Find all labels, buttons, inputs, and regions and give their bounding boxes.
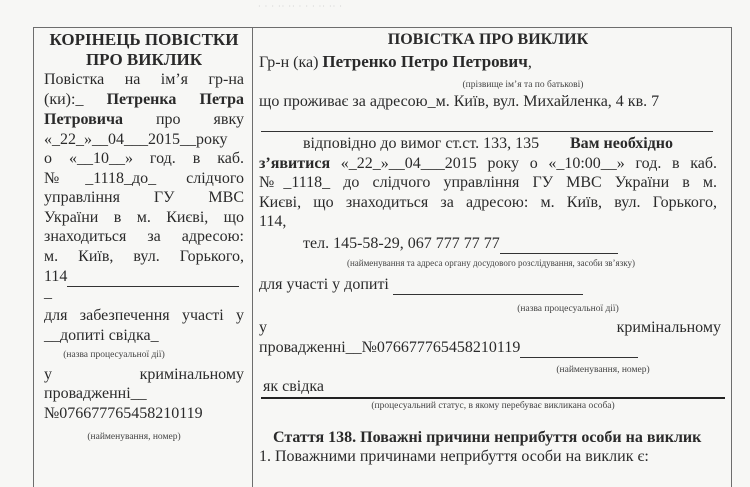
stub-office: №_1118_до_ слідчого — [44, 170, 244, 187]
stub-purpose: для забезпечення участі у — [44, 307, 244, 324]
stub-time: о «__10__» год. в каб. — [44, 150, 244, 167]
caption-status: (процесуальний статус, в якому перебуває викликана особа) — [371, 401, 615, 411]
stub-title-line2: ПРО ВИКЛИК — [85, 50, 203, 69]
article-title: Стаття 138. Поважні причини неприбуття особи на виклик — [273, 429, 702, 446]
case-number: провадженні__№076677765458210119 — [259, 339, 521, 356]
stub-title-line1: КОРІНЕЦЬ ПОВІСТКИ — [49, 30, 239, 49]
stub-person-name: Петренка Петра — [106, 91, 245, 108]
summons-stub — [33, 27, 253, 487]
stub-case-number: №076677765458210119 — [44, 405, 203, 422]
criminal-line: у кримінальному — [259, 319, 721, 336]
office-line: №_1118_ до слідчого управління ГУ МВС України в м. — [259, 174, 717, 191]
address-line: що проживає за адресою_м. Київ, вул. Михайленка, 4 кв. 7 — [259, 93, 660, 110]
blank-line — [500, 238, 618, 254]
stub-line15: у кримінальному — [44, 366, 244, 383]
stub-line12: _ — [44, 284, 52, 301]
kyiv-line: Києві, що знаходиться за адресою: м. Київ, вул. Горького, — [259, 194, 717, 211]
phone-line: тел. 145-58-29, 067 777 77 77 — [259, 234, 717, 254]
stub-line7: управління ГУ МВС — [44, 189, 244, 206]
stub-line1: Повістка на ім’я гр-на — [44, 71, 244, 88]
status-underline — [261, 397, 725, 399]
stub-line16: провадженні__ — [44, 385, 147, 402]
citizen-line: Гр-н (ка) Петренко Петро Петрович, — [259, 52, 532, 71]
stub-caption-action: (назва процесуальної дії) — [63, 350, 165, 360]
caption-action: (назва процесуальної дії) — [517, 304, 619, 314]
stub-line2: (ки):_ Петренка Петра — [44, 91, 245, 108]
stub-address: м. Київ, вул. Горького, — [44, 248, 244, 265]
summons-main — [252, 27, 732, 487]
stub-line8: України в м. Києві, що — [44, 209, 244, 226]
stub-date: «_22_»__04___2015__року — [44, 131, 228, 148]
citizen-name: Петренко Петро Петрович — [322, 52, 528, 71]
stub-action: __допиті свідка_ — [44, 327, 159, 344]
proceeding-line — [259, 338, 717, 358]
blank-line — [520, 342, 638, 358]
caption-name-number: (найменування, номер) — [556, 365, 650, 375]
stub-caption-name-number: (найменування, номер) — [87, 432, 181, 442]
caption-fullname: (прізвище ім’я та по батькові) — [462, 80, 584, 90]
requirement-line: відповідно до вимог ст.ст. 133, 135 Вам необхідно — [303, 135, 673, 152]
stub-line11: 114 — [44, 267, 244, 287]
article-paragraph: 1. Поважними причинами неприбуття особи на виклик є: — [259, 448, 649, 465]
faint-scan-artifact: · · · ·· ·· · · · ·· ·· · — [258, 2, 343, 11]
stub-line3: Петровича про явку — [44, 111, 244, 128]
blank-line — [393, 279, 583, 295]
caption-authority: (найменування та адреса органу досудового розслідування, засоби зв’язку) — [346, 258, 635, 268]
appear-line: з’явитися «_22_»__04___2015 року о «_10:00__» год. в каб. — [259, 155, 718, 172]
summons-title: ПОВІСТКА ПРО ВИКЛИК — [387, 31, 589, 48]
number-line: 114, — [259, 213, 287, 230]
status-value: як свідка — [263, 378, 325, 395]
participation-line: для участі у допиті — [259, 275, 717, 295]
blank-line — [261, 131, 713, 132]
stub-line9: знаходиться за адресою: — [44, 228, 244, 245]
